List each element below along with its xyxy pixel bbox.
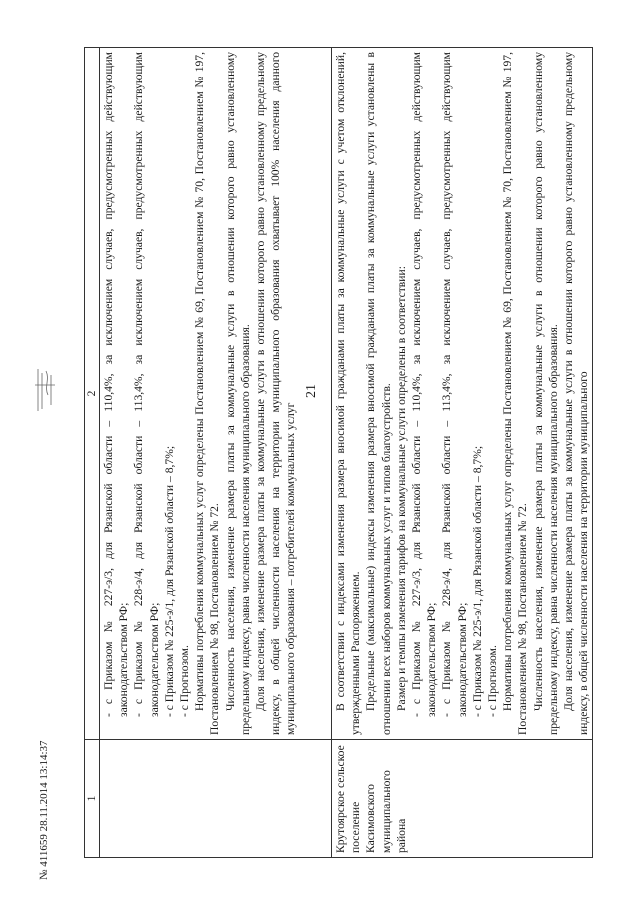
paragraph: Размер и темпы изменения тарифов на коммунальные услуги определены в соответствии: (394, 266, 408, 711)
row-content (332, 48, 593, 740)
list-item: - с Приказом № 225-э/1, для Рязанской области – 8,7%; (162, 445, 176, 717)
document-footer (30, 420, 60, 890)
paragraph: Численность населения, изменение размера платы за коммунальные услуги в отношении которого равно установленному предельному индексу, равна численности населения муниципального образования. (223, 52, 252, 735)
table-row (100, 48, 332, 858)
page-number-text: 21 (304, 384, 319, 398)
header-col-1: 1 (85, 740, 100, 858)
footer-registration-text: № 411659 28.11.2014 13:14:37 (38, 740, 50, 880)
paragraph: Доля населения, изменение размера платы за коммунальные услуги в отношении которого равно установленному предельному индексу, в общей численности населения на территории муниципального образования охватывает 100% населения данного муниципального образования – потребителей коммунальных услуг (254, 52, 298, 735)
paragraph: Нормативы потребления коммунальных услуг определены Постановлением № 69, Постановлением № 70, Постановлением № 197, Постановлением № 98, Постановлением № 72. (193, 52, 222, 735)
tariff-table (84, 47, 593, 858)
paragraph: Предельные (максимальные) индексы изменения размера вносимой гражданами платы за коммунальные услуги установлены в отношении всех наборов коммунальных услуг и типов благоустройств. (364, 52, 393, 735)
document-table-rotated (84, 48, 591, 858)
paragraph: Нормативы потребления коммунальных услуг определены Постановлением № 69, Постановлением № 70, Постановлением № 197, Постановлением № 98, Постановлением № 72. (501, 52, 530, 735)
table-row (332, 48, 593, 858)
list-item: - с Приказом № 227-э/3, для Рязанской области – 110,4%, за исключением случаев, предусмотренных действующим законодательством РФ; (102, 52, 131, 717)
list-item: - с Приказом № 225-э/1, для Рязанской области – 8,7%; (470, 445, 484, 717)
table-header-row (85, 48, 100, 858)
header-col-2: 2 (85, 48, 100, 740)
row-content (100, 48, 332, 740)
registration-stamp-icon (32, 365, 58, 415)
list-item: - с Прогнозом. (486, 645, 500, 717)
list-item: - с Приказом № 228-э/4, для Рязанской области – 113,4%, за исключением случаев, предусмотренных действующим законодательством РФ; (440, 52, 469, 717)
list-item: - с Приказом № 227-э/3, для Рязанской области – 110,4%, за исключением случаев, предусмотренных действующим законодательством РФ; (410, 52, 439, 717)
row-label (100, 740, 332, 858)
list-item: - с Приказом № 228-э/4, для Рязанской области – 113,4%, за исключением случаев, предусмотренных действующим законодательством РФ; (132, 52, 161, 717)
list-item: - с Прогнозом. (178, 645, 192, 717)
paragraph: В соответствии с индексами изменения размера вносимой гражданами платы за коммунальные услуги с учетом отклонений, утвержденными Распоряжением. (334, 52, 363, 735)
paragraph: Доля населения, изменение размера платы за коммунальные услуги в отношении которого равно установленному предельному индексу, в общей численности населения на территории муниципального (562, 52, 591, 735)
row-label-municipality: Крутоярское сельское поселение Касимовского муниципального района (332, 740, 593, 858)
paragraph: Численность населения, изменение размера платы за коммунальные услуги в отношении которого равно установленному предельному индексу, равна численности населения муниципального образования. (531, 52, 560, 735)
